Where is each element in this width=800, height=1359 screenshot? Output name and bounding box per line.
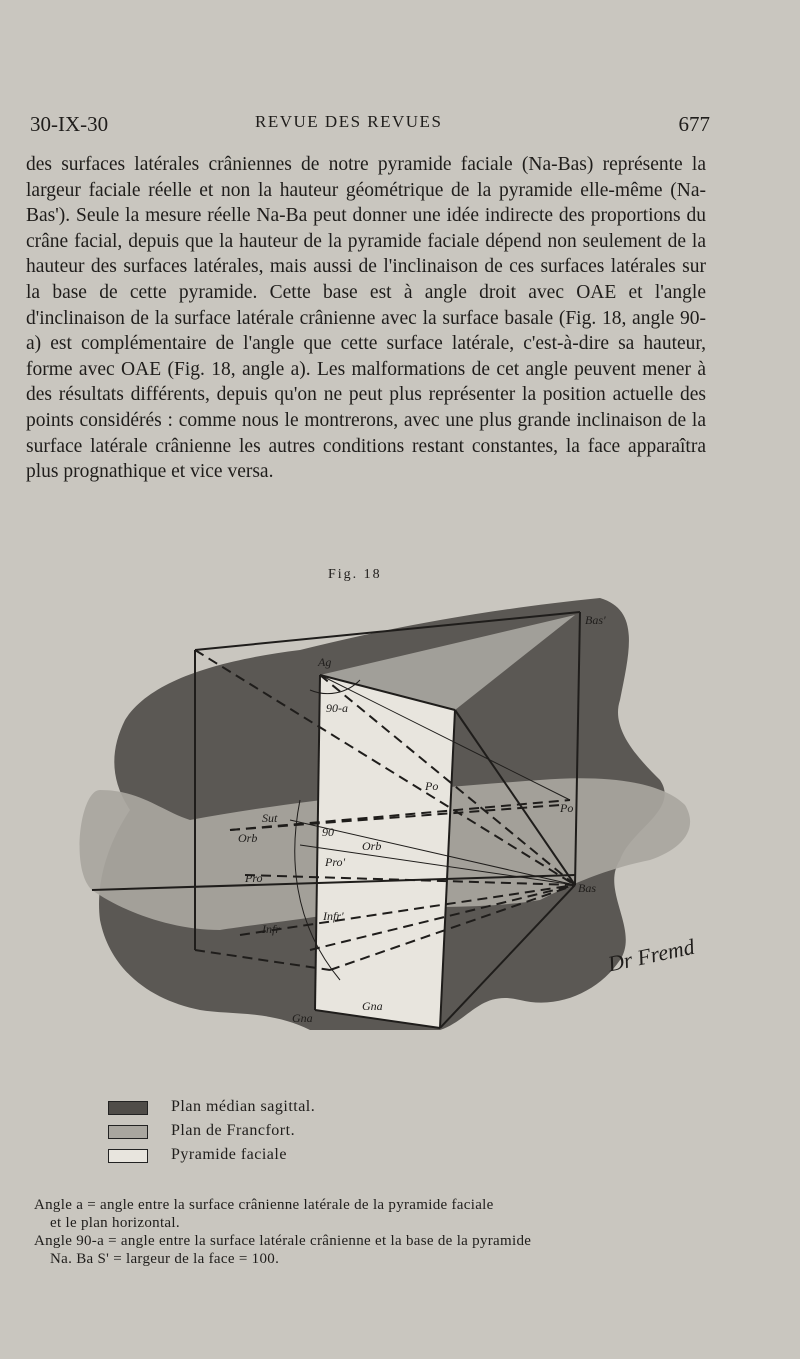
figure-caption: Fig. 18 bbox=[328, 567, 382, 582]
label-infr: Infr bbox=[262, 922, 280, 936]
note-line: Angle a = angle entre la surface crânienne latérale de la pyramide faciale bbox=[34, 1197, 494, 1213]
journal-title: REVUE DES REVUES bbox=[255, 112, 443, 131]
header-date: 30-IX-30 bbox=[30, 112, 109, 136]
legend-swatch-francfort bbox=[108, 1125, 148, 1139]
label-sut: Sut bbox=[262, 811, 278, 825]
label-orb-left: Orb bbox=[238, 831, 258, 845]
legend-label: Pyramide faciale bbox=[171, 1146, 287, 1163]
label-gna: Gna bbox=[362, 999, 383, 1013]
label-90: 90 bbox=[322, 825, 334, 839]
label-po-right: Po bbox=[560, 801, 574, 815]
label-orb-right: Orb bbox=[362, 839, 382, 853]
label-gna-left: Gna bbox=[292, 1011, 313, 1025]
running-header bbox=[30, 112, 710, 140]
label-90-a: 90-a bbox=[326, 701, 348, 715]
label-ag: Ag bbox=[318, 655, 332, 669]
page-number: 677 bbox=[678, 112, 710, 136]
note-line: et le plan horizontal. bbox=[50, 1215, 180, 1231]
paragraph: des surfaces latérales crâniennes de notre pyramide faciale (Na-Bas) représente la largeur faciale réelle et non la hauteur géométrique de la pyramide elle-même (Na-Bas'). Seule la mesure réelle Na-Ba peut donner une idée indirecte des proportions du crâne facial, depuis que la hauteur de la pyramide faciale dépend non seulement de la hauteur des surfaces latérales, mais aussi de l'inclinaison de ces surfaces latérales sur la base de cette pyramide. Cette base est à angle droit avec OAE et l'angle d'inclinaison de la surface latérale crânienne avec la surface basale (Fig. 18, angle 90-a) est complémentaire de l'angle que cette surface latérale, c'est-à-dire sa hauteur, forme avec OAE (Fig. 18, angle a). Les malformations de cet angle peuvent mener à des résultats différents, depuis qu'on ne peut plus représenter la position actuelle des points considérés : comme nous le montrerons, avec une plus grande inclinaison de la surface latérale crânienne les autres conditions restant constantes, la face apparaîtra plus prognathique et vice versa. bbox=[26, 154, 706, 483]
note-line: Angle 90-a = angle entre la surface latérale crânienne et la base de la pyramide bbox=[34, 1233, 532, 1249]
figure-18 bbox=[0, 590, 800, 1030]
figure-notes bbox=[34, 1196, 704, 1268]
label-bas: Bas bbox=[578, 881, 596, 895]
legend-label: Plan médian sagittal. bbox=[171, 1098, 316, 1115]
legend-swatch-pyramid bbox=[108, 1149, 148, 1163]
note-line: Na. Ba S' = largeur de la face = 100. bbox=[50, 1251, 280, 1267]
body-text bbox=[26, 152, 706, 485]
author-signature: Dr Fremd bbox=[605, 933, 697, 977]
label-infr-prime: Infr' bbox=[323, 909, 344, 923]
legend-label: Plan de Francfort. bbox=[171, 1122, 296, 1139]
label-pro-prime: Pro' bbox=[325, 855, 346, 869]
label-po-upper: Po bbox=[425, 779, 439, 793]
label-pro: Pro bbox=[245, 871, 263, 885]
label-bas-prime: Bas' bbox=[585, 613, 606, 627]
legend-swatch-median bbox=[108, 1101, 148, 1115]
